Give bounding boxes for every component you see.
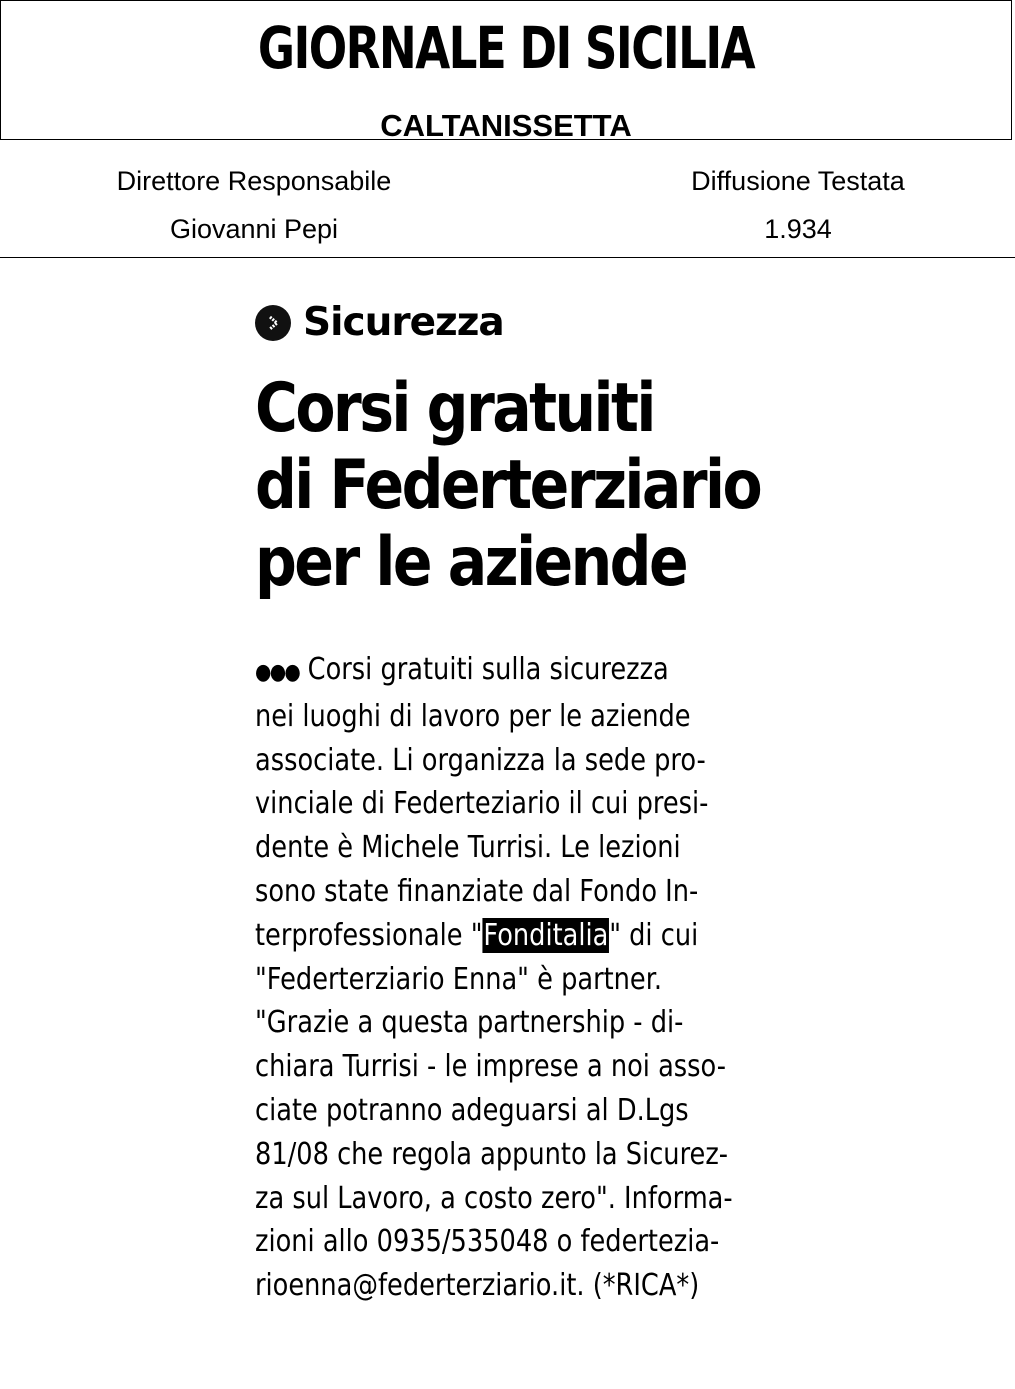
highlighted-term: Fonditalia — [483, 917, 609, 953]
masthead — [0, 0, 1012, 143]
header-divider — [0, 257, 1015, 258]
body-line: za sul Lavoro, a costo zero". Informa- — [255, 1180, 733, 1216]
body-line: rioenna@federterziario.it. (*RICA*) — [255, 1268, 700, 1304]
body-line: 81/08 che regola appunto la Sicurez- — [255, 1136, 729, 1172]
section-label: Sicurezza — [303, 300, 504, 345]
body-line: "Federterziario Enna" è partner. — [255, 961, 663, 997]
bullet-marker: ●●● — [255, 660, 300, 685]
body-line: ciate potranno adeguarsi al D.Lgs — [255, 1092, 689, 1128]
body-line: sono state finanziate dal Fondo In- — [255, 873, 699, 909]
body-line: dente è Michele Turrisi. Le lezioni — [255, 830, 681, 866]
body-line: associate. Li organizza la sede pro- — [255, 742, 706, 778]
circulation-label: Diffusione Testata — [691, 166, 905, 196]
body-line: vinciale di Federteziario il cui presi- — [255, 786, 709, 822]
director-label: Direttore Responsabile — [116, 166, 392, 196]
headline-line: di Federterziario — [255, 446, 761, 525]
headline-line: per le aziende — [255, 523, 687, 602]
chevron-right-icon — [255, 305, 291, 341]
body-line: zioni allo 0935/535048 o federtezia- — [255, 1224, 720, 1260]
newspaper-title: GIORNALE DI SICILIA — [257, 14, 755, 82]
edition-label: CALTANISSETTA — [380, 108, 632, 143]
body-line: nei luoghi di lavoro per le aziende — [255, 698, 691, 734]
body-line: terprofessionale "Fonditalia" di cui — [255, 917, 699, 953]
body-line: "Grazie a questa partnership - di- — [255, 1005, 684, 1041]
circulation-value: 1.934 — [764, 214, 832, 244]
headline-line: Corsi gratuiti — [255, 369, 654, 448]
article-body — [255, 648, 800, 1308]
director-name: Giovanni Pepi — [169, 214, 339, 244]
section-tag — [255, 300, 504, 346]
headline — [255, 370, 955, 601]
body-line: chiara Turrisi - le imprese a noi asso- — [255, 1049, 726, 1085]
body-line: ●●● Corsi gratuiti sulla sicurezza — [255, 648, 800, 695]
